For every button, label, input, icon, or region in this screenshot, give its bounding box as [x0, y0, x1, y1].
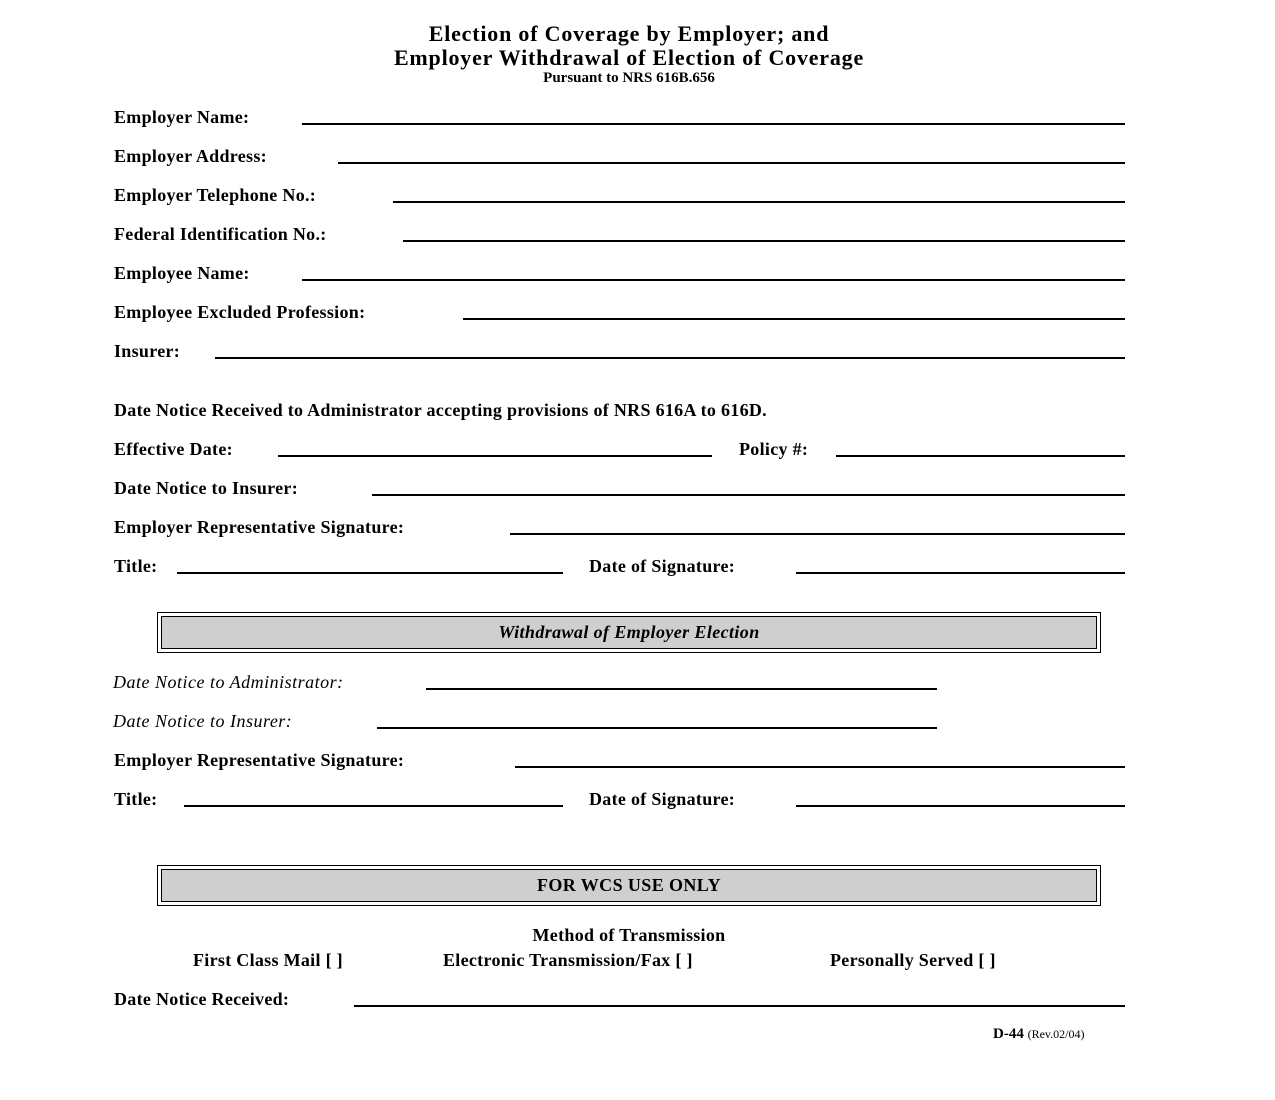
withdrawal-heading-box — [157, 612, 1101, 653]
withdrawal-date-of-signature-field[interactable] — [796, 805, 1125, 807]
wcs-heading-box — [157, 865, 1101, 906]
policy-number-label: Policy #: — [739, 439, 809, 459]
date-of-signature-label: Date of Signature: — [589, 556, 736, 576]
notice-statement: Date Notice Received to Administrator accepting provisions of NRS 616A to 616D. — [114, 400, 767, 420]
form-revision: (Rev.02/04) — [1027, 1027, 1085, 1041]
employee-excluded-profession-field[interactable] — [463, 318, 1125, 320]
date-notice-received-label: Date Notice Received: — [114, 989, 290, 1009]
employer-address-label: Employer Address: — [114, 146, 267, 166]
form-subtitle: Pursuant to NRS 616B.656 — [543, 70, 715, 86]
insurer-field[interactable] — [215, 357, 1125, 359]
employee-excluded-profession-label: Employee Excluded Profession: — [114, 302, 366, 322]
title-field[interactable] — [177, 572, 563, 574]
employee-name-label: Employee Name: — [114, 263, 250, 283]
withdrawal-date-notice-insurer-field[interactable] — [377, 727, 937, 729]
insurer-label: Insurer: — [114, 341, 181, 361]
personally-served-option[interactable]: Personally Served [ ] — [830, 950, 996, 970]
withdrawal-rep-signature-field[interactable] — [515, 766, 1125, 768]
employer-telephone-field[interactable] — [393, 201, 1125, 203]
withdrawal-date-notice-insurer-label: Date Notice to Insurer: — [113, 711, 293, 731]
form-title-line-2: Employer Withdrawal of Election of Coverage — [393, 45, 865, 70]
withdrawal-title-field[interactable] — [184, 805, 563, 807]
employer-telephone-label: Employer Telephone No.: — [114, 185, 317, 205]
withdrawal-date-notice-admin-field[interactable] — [426, 688, 937, 690]
employer-name-field[interactable] — [302, 123, 1125, 125]
title-label: Title: — [114, 556, 158, 576]
date-notice-to-insurer-field[interactable] — [372, 494, 1125, 496]
policy-number-field[interactable] — [836, 455, 1125, 457]
wcs-heading: FOR WCS USE ONLY — [537, 875, 721, 895]
federal-id-field[interactable] — [403, 240, 1125, 242]
withdrawal-date-of-signature-label: Date of Signature: — [589, 789, 736, 809]
method-of-transmission-heading: Method of Transmission — [532, 925, 726, 945]
form-number: D-44 — [993, 1026, 1024, 1042]
withdrawal-heading: Withdrawal of Employer Election — [498, 622, 760, 642]
date-notice-received-field[interactable] — [354, 1005, 1125, 1007]
withdrawal-date-notice-admin-label: Date Notice to Administrator: — [113, 672, 344, 692]
employer-address-field[interactable] — [338, 162, 1125, 164]
date-notice-to-insurer-label: Date Notice to Insurer: — [114, 478, 299, 498]
date-of-signature-field[interactable] — [796, 572, 1125, 574]
withdrawal-rep-signature-label: Employer Representative Signature: — [114, 750, 405, 770]
effective-date-label: Effective Date: — [114, 439, 233, 459]
rep-signature-label: Employer Representative Signature: — [114, 517, 405, 537]
form-title-line-1: Election of Coverage by Employer; and — [428, 21, 830, 46]
rep-signature-field[interactable] — [510, 533, 1125, 535]
withdrawal-title-label: Title: — [114, 789, 158, 809]
electronic-fax-option[interactable]: Electronic Transmission/Fax [ ] — [443, 950, 693, 970]
effective-date-field[interactable] — [278, 455, 712, 457]
employer-name-label: Employer Name: — [114, 107, 250, 127]
form-number-footer — [993, 1026, 1084, 1043]
employee-name-field[interactable] — [302, 279, 1125, 281]
federal-id-label: Federal Identification No.: — [114, 224, 327, 244]
first-class-mail-option[interactable]: First Class Mail [ ] — [193, 950, 343, 970]
